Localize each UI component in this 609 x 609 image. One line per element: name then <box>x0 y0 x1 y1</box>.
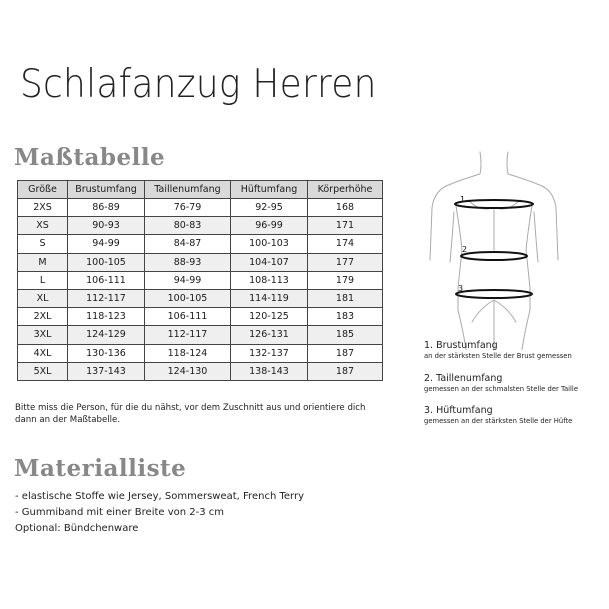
table-cell: 5XL <box>18 362 68 380</box>
table-cell: 4XL <box>18 344 68 362</box>
column-header: Taillenumfang <box>145 181 231 199</box>
table-cell: M <box>18 253 68 271</box>
table-cell: 100-105 <box>145 289 231 307</box>
table-cell: 106-111 <box>145 308 231 326</box>
material-list <box>15 489 304 537</box>
material-list-heading: Materialliste <box>14 455 187 482</box>
table-row <box>18 289 383 307</box>
table-cell: 112-117 <box>145 326 231 344</box>
table-cell: 137-143 <box>68 362 145 380</box>
table-cell: 76-79 <box>145 199 231 217</box>
table-row <box>18 217 383 235</box>
table-row <box>18 271 383 289</box>
table-cell: 94-99 <box>68 235 145 253</box>
chest-measure-band <box>455 200 533 208</box>
table-cell: 100-105 <box>68 253 145 271</box>
table-row <box>18 253 383 271</box>
table-cell: 187 <box>308 362 383 380</box>
table-cell: 86-89 <box>68 199 145 217</box>
measuring-note: Bitte miss die Person, für die du nähst, vor dem Zuschnitt aus und orientiere dich dann an der Maßtabelle. <box>15 403 366 425</box>
table-cell: 94-99 <box>145 271 231 289</box>
table-cell: 88-93 <box>145 253 231 271</box>
column-header: Brustumfang <box>68 181 145 199</box>
table-cell: 96-99 <box>231 217 308 235</box>
table-cell: L <box>18 271 68 289</box>
legend-description: an der stärksten Stelle der Brust gemessen <box>424 352 572 360</box>
list-item: - elastische Stoffe wie Jersey, Sommersweat, French Terry <box>15 491 304 502</box>
table-cell: 92-95 <box>231 199 308 217</box>
legend-item-chest <box>424 340 572 360</box>
legend-item-waist <box>424 373 578 393</box>
size-chart-table <box>17 180 383 381</box>
table-cell: 126-131 <box>231 326 308 344</box>
table-header-row <box>18 181 383 199</box>
list-item: - Gummiband mit einer Breite von 2-3 cm <box>15 507 225 518</box>
table-cell: 124-130 <box>145 362 231 380</box>
table-cell: 114-119 <box>231 289 308 307</box>
column-header: Hüftumfang <box>231 181 308 199</box>
table-row <box>18 326 383 344</box>
legend-title: 3. Hüftumfang <box>424 405 493 416</box>
legend-item-hip <box>424 405 572 425</box>
table-cell: 106-111 <box>68 271 145 289</box>
table-cell: 80-83 <box>145 217 231 235</box>
body-measurement-figure <box>420 150 570 350</box>
column-header: Größe <box>18 181 68 199</box>
table-cell: 187 <box>308 344 383 362</box>
chest-marker-label: 1 <box>460 195 466 204</box>
table-cell: 2XL <box>18 308 68 326</box>
table-cell: 179 <box>308 271 383 289</box>
legend-title: 2. Taillenumfang <box>424 373 503 384</box>
table-cell: 84-87 <box>145 235 231 253</box>
table-cell: S <box>18 235 68 253</box>
table-cell: 168 <box>308 199 383 217</box>
legend-description: gemessen an der schmalsten Stelle der Taille <box>424 385 579 393</box>
page-title: Schlafanzug Herren <box>20 62 377 107</box>
table-cell: 174 <box>308 235 383 253</box>
table-row <box>18 235 383 253</box>
table-cell: 2XS <box>18 199 68 217</box>
table-cell: 132-137 <box>231 344 308 362</box>
table-cell: 177 <box>308 253 383 271</box>
legend-title: 1. Brustumfang <box>424 340 498 351</box>
table-cell: 118-123 <box>68 308 145 326</box>
table-row <box>18 308 383 326</box>
table-cell: 100-103 <box>231 235 308 253</box>
table-cell: 181 <box>308 289 383 307</box>
table-cell: 120-125 <box>231 308 308 326</box>
table-row <box>18 344 383 362</box>
table-cell: 183 <box>308 308 383 326</box>
table-cell: 124-129 <box>68 326 145 344</box>
table-cell: XL <box>18 289 68 307</box>
table-cell: 3XL <box>18 326 68 344</box>
table-cell: 90-93 <box>68 217 145 235</box>
table-cell: XS <box>18 217 68 235</box>
hip-measure-band <box>456 290 532 298</box>
list-item: Optional: Bündchenware <box>15 523 139 534</box>
table-row <box>18 362 383 380</box>
table-cell: 185 <box>308 326 383 344</box>
table-cell: 130-136 <box>68 344 145 362</box>
size-chart-heading: Maßtabelle <box>14 144 166 171</box>
table-cell: 118-124 <box>145 344 231 362</box>
legend-description: gemessen an der stärksten Stelle der Hüfte <box>424 417 573 425</box>
table-cell: 171 <box>308 217 383 235</box>
table-cell: 112-117 <box>68 289 145 307</box>
column-header: Körperhöhe <box>308 181 383 199</box>
hip-marker-label: 3 <box>458 284 464 293</box>
table-cell: 108-113 <box>231 271 308 289</box>
table-cell: 138-143 <box>231 362 308 380</box>
waist-measure-band <box>461 252 527 260</box>
table-row <box>18 199 383 217</box>
waist-marker-label: 2 <box>462 245 468 254</box>
table-cell: 104-107 <box>231 253 308 271</box>
